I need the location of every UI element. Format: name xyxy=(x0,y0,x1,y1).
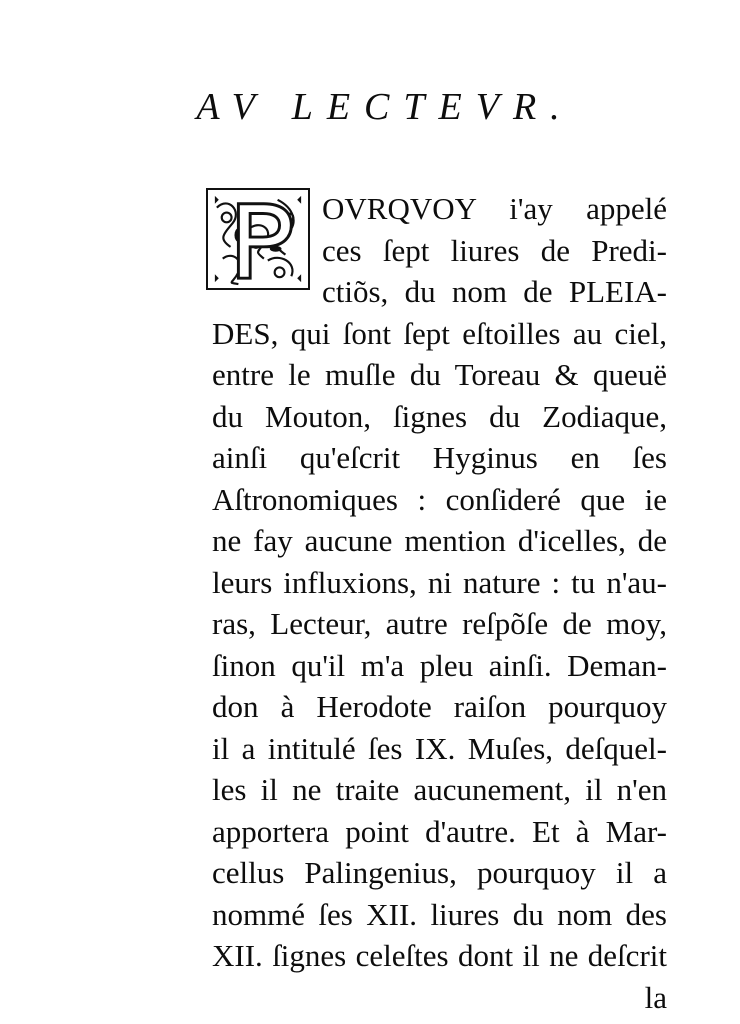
ornamental-initial-p-icon xyxy=(206,188,310,290)
text-line-18: nommé ſes XII. liures du nom des xyxy=(212,896,667,932)
text-line-4: DES, qui ſont ſept eſtoilles au ciel, xyxy=(212,315,667,351)
text-line-9: ne fay aucune mention d'icelles, de xyxy=(212,523,667,558)
page-title: AV LECTEVR. xyxy=(196,86,574,128)
text-line-7: ainſi qu'eſcrit Hyginus en ſes xyxy=(212,440,667,475)
text-line-1: OVRQVOY i'ay appelé xyxy=(322,191,667,226)
text-line-15: les il ne traite aucunement, il n'en xyxy=(212,772,667,807)
text-line-11: ras, Lecteur, autre reſpõſe de moy, xyxy=(212,606,667,641)
text-line-5: entre le muſle du Toreau & queuë xyxy=(212,357,667,392)
text-line-2: ces ſept liures de Predi- xyxy=(322,232,667,268)
text-line-6: du Mouton, ſignes du Zodiaque, xyxy=(212,398,667,434)
body-text xyxy=(212,188,667,1018)
text-line-19: XII. ſignes celeſtes dont il ne deſcrit xyxy=(212,938,667,973)
text-line-3: ctiõs, du nom de PLEIA- xyxy=(322,274,667,309)
text-line-12: ſinon qu'il m'a pleu ainſi. Deman- xyxy=(212,647,667,683)
text-line-14: il a intitulé ſes IX. Muſes, deſquel- xyxy=(212,730,667,766)
text-line-17: cellus Palingenius, pourquoy il a xyxy=(212,855,667,890)
text-line-8: Aſtronomiques : conſideré que ie xyxy=(212,481,667,517)
text-line-16: apportera point d'autre. Et à Mar- xyxy=(212,813,667,849)
text-line-10: leurs influxions, ni nature : tu n'au- xyxy=(212,564,667,600)
catchword: la xyxy=(644,979,667,1015)
text-line-13: don à Herodote raiſon pourquoy xyxy=(212,689,667,724)
